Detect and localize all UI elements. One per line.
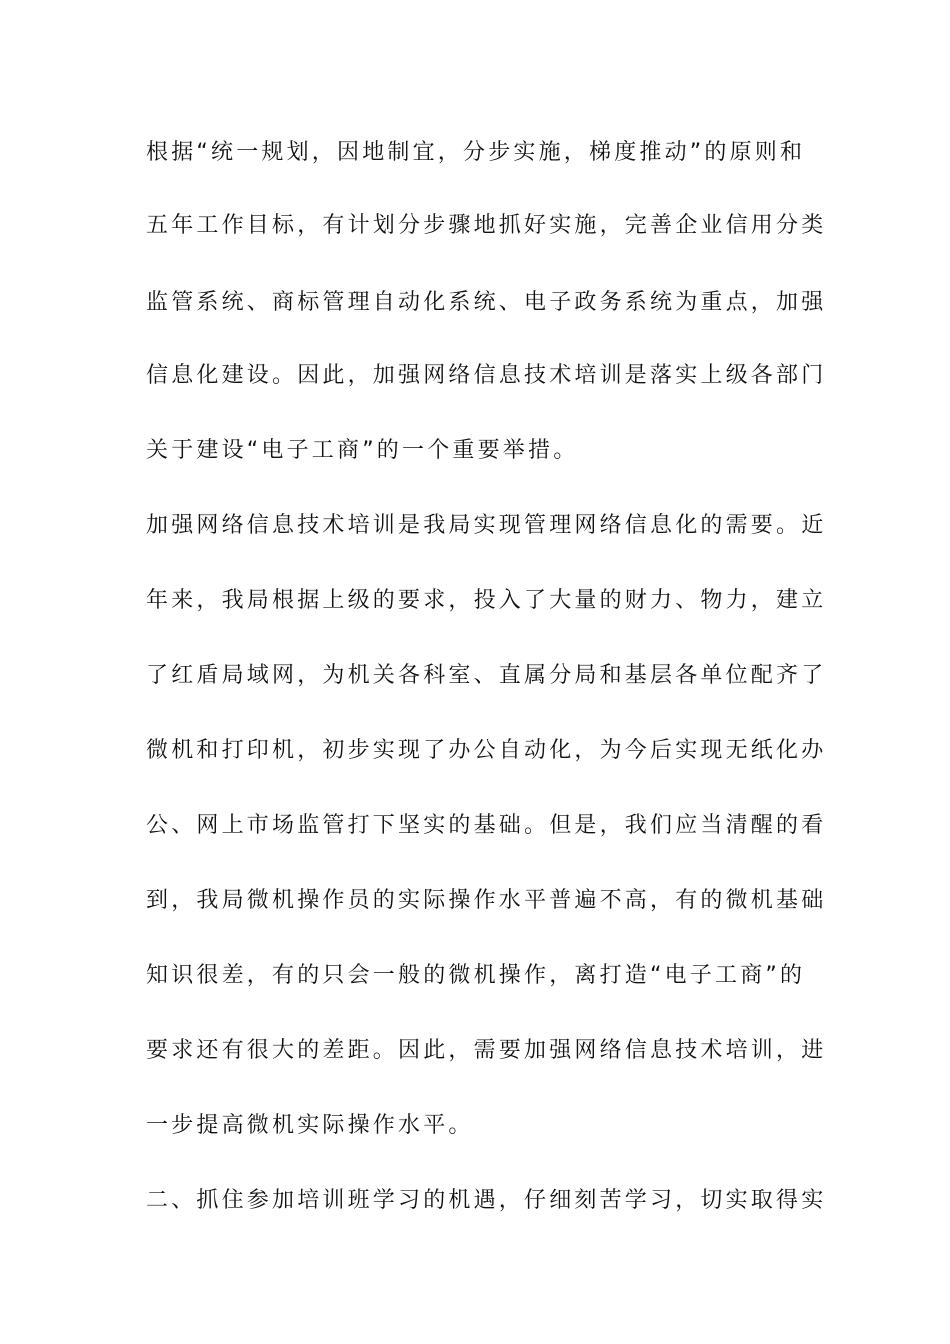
text-line-15: 二、抓住参加培训班学习的机遇，仔细刻苦学习，切实取得实 bbox=[146, 1188, 827, 1213]
text-line-4: 信息化建设。因此，加强网络信息技术培训是落实上级各部门 bbox=[146, 363, 827, 388]
text-line-14: 一步提高微机实际操作水平。 bbox=[146, 1113, 474, 1138]
text-line-8: 了红盾局域网，为机关各科室、直属分局和基层各单位配齐了 bbox=[146, 663, 827, 688]
text-line-6: 加强网络信息技术培训是我局实现管理网络信息化的需要。近 bbox=[146, 513, 827, 538]
text-line-10: 公、网上市场监管打下坚实的基础。但是，我们应当清醒的看 bbox=[146, 813, 827, 838]
text-line-1: 根据“统一规划，因地制宜，分步实施，梯度推动”的原则和 bbox=[146, 140, 806, 165]
text-line-5: 关于建设“电子工商”的一个重要举措。 bbox=[146, 438, 579, 463]
text-line-2: 五年工作目标，有计划分步骤地抓好实施，完善企业信用分类 bbox=[146, 213, 827, 238]
text-line-11: 到，我局微机操作员的实际操作水平普遍不高，有的微机基础 bbox=[146, 888, 827, 913]
text-line-7: 年来，我局根据上级的要求，投入了大量的财力、物力，建立 bbox=[146, 588, 827, 613]
text-line-3: 监管系统、商标管理自动化系统、电子政务系统为重点，加强 bbox=[146, 290, 827, 315]
text-line-13: 要求还有很大的差距。因此，需要加强网络信息技术培训，进 bbox=[146, 1038, 827, 1063]
text-line-9: 微机和打印机，初步实现了办公自动化，为今后实现无纸化办 bbox=[146, 738, 827, 763]
text-line-12: 知识很差，有的只会一般的微机操作，离打造“电子工商”的 bbox=[146, 963, 806, 988]
